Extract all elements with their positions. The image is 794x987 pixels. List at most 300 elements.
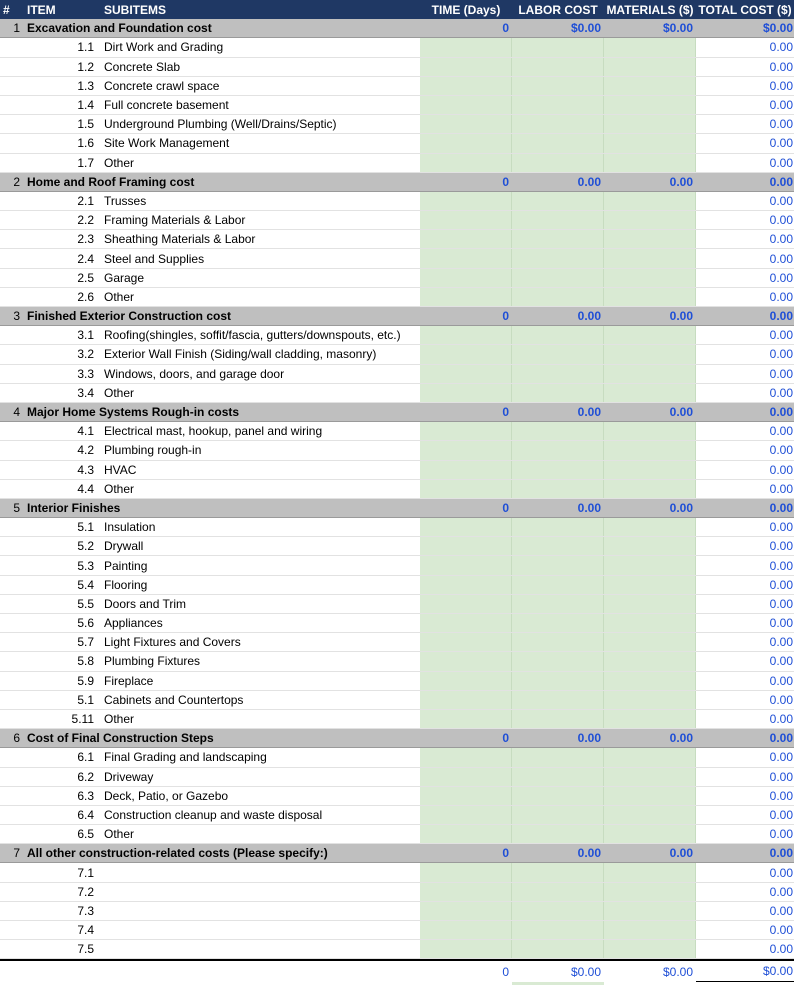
subitem-total-cost: 0.00 [769, 347, 793, 362]
subitem-number: 3.2 [77, 347, 94, 362]
subitem-label[interactable]: Underground Plumbing (Well/Drains/Septic) [104, 117, 337, 132]
subitem-number: 1.5 [77, 117, 94, 132]
subitem-number: 2.2 [77, 213, 94, 228]
subitem-materials-input[interactable] [604, 825, 696, 843]
subitem-label[interactable] [104, 902, 420, 920]
subitem-row [0, 806, 794, 825]
subitem-total-cost: 0.00 [769, 78, 793, 93]
subitem-row [0, 576, 794, 595]
subitem-total-cost: 0.00 [769, 712, 793, 727]
subitem-total-cost: 0.00 [769, 136, 793, 151]
subitem-row [0, 863, 794, 882]
subitem-total-cost: 0.00 [769, 596, 793, 611]
subitem-labor-input[interactable] [512, 806, 604, 824]
subitem-label[interactable]: Other [104, 289, 135, 304]
subitem-total-cost: 0.00 [769, 635, 793, 650]
subitem-total-cost: 0.00 [769, 750, 793, 765]
subitem-labor-input[interactable] [512, 115, 604, 133]
subitem-time-input[interactable] [420, 537, 512, 555]
subitem-materials-input[interactable] [604, 710, 696, 728]
section-labor-cost: 0.00 [512, 173, 604, 191]
subitem-labor-input[interactable] [512, 134, 604, 152]
subitem-row [0, 787, 794, 806]
subitem-total-cost: 0.00 [769, 424, 793, 439]
subitem-label[interactable]: Exterior Wall Finish (Siding/wall cladding, masonry) [104, 347, 377, 362]
subitem-label[interactable]: Framing Materials & Labor [104, 213, 246, 228]
subitem-time-input[interactable] [420, 288, 512, 306]
subitem-materials-input[interactable] [604, 249, 696, 267]
subitem-labor-input[interactable] [512, 537, 604, 555]
section-title: Home and Roof Framing cost [27, 174, 195, 189]
subitem-number: 5.4 [77, 577, 94, 592]
subitem-labor-input[interactable] [512, 825, 604, 843]
subitem-materials-input[interactable] [604, 863, 696, 881]
subitem-number: 2.4 [77, 251, 94, 266]
subitem-labor-input[interactable] [512, 326, 604, 344]
subitem-labor-input[interactable] [512, 365, 604, 383]
section-title: All other construction-related costs (Please specify:) [27, 846, 328, 861]
subitem-number: 6.4 [77, 807, 94, 822]
subitem-materials-input[interactable] [604, 134, 696, 152]
section-materials-cost: 0.00 [604, 403, 696, 421]
section-number: 2 [13, 174, 20, 189]
subitem-row [0, 269, 794, 288]
subitem-row [0, 902, 794, 921]
subitem-number: 2.5 [77, 270, 94, 285]
header-item: ITEM [27, 2, 56, 17]
header-total: TOTAL COST ($) [698, 2, 792, 17]
subitem-labor-input[interactable] [512, 461, 604, 479]
subitem-total-cost: 0.00 [769, 884, 793, 899]
subitem-label[interactable]: Dirt Work and Grading [104, 40, 224, 55]
header-time: TIME (Days) [431, 2, 501, 17]
subitem-label[interactable] [104, 921, 420, 939]
subitem-time-input[interactable] [420, 96, 512, 114]
subitem-number: 1.7 [77, 155, 94, 170]
subitem-number: 7.3 [77, 903, 94, 918]
subitem-total-cost: 0.00 [769, 155, 793, 170]
subitem-labor-input[interactable] [512, 441, 604, 459]
subitem-row [0, 192, 794, 211]
subitem-labor-input[interactable] [512, 211, 604, 229]
subitem-label[interactable]: Electrical mast, hookup, panel and wiring [104, 424, 323, 439]
subitem-total-cost: 0.00 [769, 328, 793, 343]
subitem-materials-input[interactable] [604, 902, 696, 920]
subitem-number: 4.2 [77, 443, 94, 458]
subitem-row [0, 134, 794, 153]
subitem-labor-input[interactable] [512, 556, 604, 574]
subitem-total-cost: 0.00 [769, 193, 793, 208]
subitem-materials-input[interactable] [604, 441, 696, 459]
subitem-time-input[interactable] [420, 384, 512, 402]
section-total-cost: 0.00 [696, 173, 794, 191]
subitem-number: 2.6 [77, 289, 94, 304]
subitem-label[interactable]: Painting [104, 558, 148, 573]
subitem-labor-input[interactable] [512, 652, 604, 670]
subitem-materials-input[interactable] [604, 192, 696, 210]
subitem-row [0, 614, 794, 633]
section-row [0, 307, 794, 326]
subitem-total-cost: 0.00 [769, 443, 793, 458]
subitem-time-input[interactable] [420, 768, 512, 786]
subitem-labor-input[interactable] [512, 576, 604, 594]
subitem-time-input[interactable] [420, 211, 512, 229]
subitem-row [0, 748, 794, 767]
subitem-total-cost: 0.00 [769, 213, 793, 228]
section-materials-cost: 0.00 [604, 173, 696, 191]
subitem-time-input[interactable] [420, 134, 512, 152]
subitem-number: 1.2 [77, 59, 94, 74]
subitem-total-cost: 0.00 [769, 385, 793, 400]
subitem-label[interactable]: Other [104, 712, 135, 727]
subitem-number: 2.1 [77, 193, 94, 208]
subitem-time-input[interactable] [420, 787, 512, 805]
subitem-total-cost: 0.00 [769, 481, 793, 496]
section-labor-cost: 0.00 [512, 729, 604, 747]
subitem-label[interactable]: HVAC [104, 462, 137, 477]
subitem-materials-input[interactable] [604, 384, 696, 402]
subitem-row [0, 422, 794, 441]
subitem-materials-input[interactable] [604, 480, 696, 498]
subitem-row [0, 230, 794, 249]
subitem-time-input[interactable] [420, 269, 512, 287]
subitem-labor-input[interactable] [512, 230, 604, 248]
subitem-labor-input[interactable] [512, 768, 604, 786]
section-row [0, 729, 794, 748]
subitem-label[interactable]: Windows, doors, and garage door [104, 366, 285, 381]
subitem-materials-input[interactable] [604, 556, 696, 574]
subitem-label[interactable]: Other [104, 827, 135, 842]
subitem-label[interactable]: Driveway [104, 769, 154, 784]
subitem-row [0, 211, 794, 230]
subitem-label[interactable]: Insulation [104, 520, 156, 535]
subitem-label[interactable]: Appliances [104, 616, 163, 631]
subitem-materials-input[interactable] [604, 595, 696, 613]
subitem-labor-input[interactable] [512, 691, 604, 709]
subitem-time-input[interactable] [420, 58, 512, 76]
subitem-materials-input[interactable] [604, 345, 696, 363]
subitem-label[interactable]: Full concrete basement [104, 98, 229, 113]
section-labor-cost: 0.00 [512, 403, 604, 421]
subitem-label[interactable]: Light Fixtures and Covers [104, 635, 241, 650]
subitem-materials-input[interactable] [604, 806, 696, 824]
labor-footer-band [512, 982, 604, 985]
section-time: 0 [420, 307, 512, 325]
subitem-materials-input[interactable] [604, 58, 696, 76]
grand-total-labor: $0.00 [570, 964, 601, 979]
subitem-label[interactable]: Other [104, 481, 135, 496]
subitem-materials-input[interactable] [604, 940, 696, 958]
subitem-number: 5.11 [71, 712, 94, 727]
subitem-time-input[interactable] [420, 710, 512, 728]
subitem-time-input[interactable] [420, 365, 512, 383]
subitem-row [0, 921, 794, 940]
subitem-materials-input[interactable] [604, 614, 696, 632]
section-time: 0 [420, 499, 512, 517]
section-time: 0 [420, 729, 512, 747]
subitem-materials-input[interactable] [604, 672, 696, 690]
section-total-cost: 0.00 [696, 844, 794, 862]
subitem-materials-input[interactable] [604, 461, 696, 479]
subitem-labor-input[interactable] [512, 921, 604, 939]
subitem-materials-input[interactable] [604, 633, 696, 651]
subitem-time-input[interactable] [420, 595, 512, 613]
subitem-label[interactable]: Roofing(shingles, soffit/fascia, gutters/downspouts, etc.) [104, 328, 401, 343]
subitem-total-cost: 0.00 [769, 577, 793, 592]
subitem-number: 5.9 [77, 673, 94, 688]
subitem-row [0, 249, 794, 268]
subitem-row [0, 38, 794, 57]
subitem-row [0, 441, 794, 460]
subitem-row [0, 825, 794, 844]
section-row [0, 499, 794, 518]
subitem-materials-input[interactable] [604, 288, 696, 306]
subitem-label[interactable]: Site Work Management [104, 136, 230, 151]
section-total-cost: $0.00 [696, 19, 794, 37]
subitem-label[interactable]: Final Grading and landscaping [104, 750, 267, 765]
subitem-time-input[interactable] [420, 326, 512, 344]
subitem-label[interactable]: Other [104, 155, 135, 170]
subitem-total-cost: 0.00 [769, 788, 793, 803]
subitem-row [0, 154, 794, 173]
subitem-time-input[interactable] [420, 691, 512, 709]
subitem-total-cost: 0.00 [769, 942, 793, 957]
subitem-row [0, 480, 794, 499]
subitem-materials-input[interactable] [604, 269, 696, 287]
subitem-number: 7.4 [77, 923, 94, 938]
subitem-time-input[interactable] [420, 672, 512, 690]
subitem-label[interactable]: Sheathing Materials & Labor [104, 232, 256, 247]
subitem-materials-input[interactable] [604, 365, 696, 383]
section-materials-cost: 0.00 [604, 499, 696, 517]
subitem-materials-input[interactable] [604, 326, 696, 344]
subitem-number: 6.2 [77, 769, 94, 784]
subitem-total-cost: 0.00 [769, 923, 793, 938]
subitem-time-input[interactable] [420, 77, 512, 95]
subitem-materials-input[interactable] [604, 518, 696, 536]
subitem-total-cost: 0.00 [769, 520, 793, 535]
subitem-labor-input[interactable] [512, 518, 604, 536]
subitem-time-input[interactable] [420, 614, 512, 632]
subitem-number: 1.1 [77, 40, 94, 55]
subitem-total-cost: 0.00 [769, 616, 793, 631]
subitem-materials-input[interactable] [604, 537, 696, 555]
subitem-number: 4.4 [77, 481, 94, 496]
subitem-time-input[interactable] [420, 576, 512, 594]
section-total-cost: 0.00 [696, 499, 794, 517]
section-time: 0 [420, 844, 512, 862]
subitem-labor-input[interactable] [512, 595, 604, 613]
section-number: 3 [13, 309, 20, 324]
subitem-time-input[interactable] [420, 461, 512, 479]
subitem-time-input[interactable] [420, 748, 512, 766]
subitem-time-input[interactable] [420, 902, 512, 920]
subitem-number: 1.3 [77, 78, 94, 93]
subitem-label[interactable]: Flooring [104, 577, 148, 592]
section-number: 5 [13, 500, 20, 515]
subitem-row [0, 672, 794, 691]
subitem-labor-input[interactable] [512, 902, 604, 920]
subitem-materials-input[interactable] [604, 652, 696, 670]
subitem-labor-input[interactable] [512, 883, 604, 901]
subitem-materials-input[interactable] [604, 230, 696, 248]
subitem-number: 4.1 [77, 424, 94, 439]
subitem-time-input[interactable] [420, 345, 512, 363]
subitem-label[interactable]: Plumbing Fixtures [104, 654, 201, 669]
subitem-materials-input[interactable] [604, 921, 696, 939]
subitem-labor-input[interactable] [512, 422, 604, 440]
subitem-time-input[interactable] [420, 921, 512, 939]
subitem-time-input[interactable] [420, 940, 512, 958]
subitem-label[interactable]: Other [104, 385, 135, 400]
subitem-time-input[interactable] [420, 192, 512, 210]
subitem-labor-input[interactable] [512, 77, 604, 95]
subitem-materials-input[interactable] [604, 787, 696, 805]
subitem-labor-input[interactable] [512, 384, 604, 402]
subitem-labor-input[interactable] [512, 288, 604, 306]
subitem-number: 6.3 [77, 788, 94, 803]
section-title: Finished Exterior Construction cost [27, 309, 232, 324]
subitem-total-cost: 0.00 [769, 865, 793, 880]
subitem-label[interactable] [104, 883, 420, 901]
subitem-number: 7.2 [77, 884, 94, 899]
subitem-label[interactable]: Garage [104, 270, 145, 285]
subitem-label[interactable]: Plumbing rough-in [104, 443, 202, 458]
subitem-labor-input[interactable] [512, 58, 604, 76]
subitem-labor-input[interactable] [512, 614, 604, 632]
subitem-row [0, 115, 794, 134]
subitem-materials-input[interactable] [604, 422, 696, 440]
section-labor-cost: 0.00 [512, 307, 604, 325]
section-row [0, 403, 794, 422]
subitem-materials-input[interactable] [604, 691, 696, 709]
subitem-row [0, 518, 794, 537]
table-header-row [0, 0, 794, 19]
subitem-time-input[interactable] [420, 883, 512, 901]
subitem-time-input[interactable] [420, 633, 512, 651]
subitem-label[interactable]: Doors and Trim [104, 596, 187, 611]
subitem-materials-input[interactable] [604, 154, 696, 172]
subitem-time-input[interactable] [420, 249, 512, 267]
subitem-time-input[interactable] [420, 154, 512, 172]
subitem-label[interactable]: Cabinets and Countertops [104, 692, 244, 707]
section-time: 0 [420, 19, 512, 37]
subitem-label[interactable]: Concrete crawl space [104, 78, 220, 93]
section-labor-cost: 0.00 [512, 499, 604, 517]
subitem-time-input[interactable] [420, 230, 512, 248]
subitem-number: 3.3 [77, 366, 94, 381]
subitem-label[interactable]: Concrete Slab [104, 59, 181, 74]
header-number: # [3, 2, 10, 17]
subitem-labor-input[interactable] [512, 154, 604, 172]
subitem-time-input[interactable] [420, 556, 512, 574]
subitem-materials-input[interactable] [604, 38, 696, 56]
subitem-label[interactable]: Deck, Patio, or Gazebo [104, 788, 229, 803]
subitem-total-cost: 0.00 [769, 903, 793, 918]
subitem-label[interactable] [104, 940, 420, 958]
section-number: 1 [13, 21, 20, 36]
subitem-label[interactable]: Fireplace [104, 673, 154, 688]
subitem-row [0, 883, 794, 902]
subitem-label[interactable]: Steel and Supplies [104, 251, 205, 266]
section-materials-cost: 0.00 [604, 307, 696, 325]
subitem-materials-input[interactable] [604, 748, 696, 766]
subitem-time-input[interactable] [420, 652, 512, 670]
subitem-labor-input[interactable] [512, 480, 604, 498]
section-materials-cost: 0.00 [604, 729, 696, 747]
section-materials-cost: 0.00 [604, 844, 696, 862]
subitem-time-input[interactable] [420, 518, 512, 536]
subitem-total-cost: 0.00 [769, 807, 793, 822]
subitem-labor-input[interactable] [512, 748, 604, 766]
subitem-materials-input[interactable] [604, 576, 696, 594]
section-title: Major Home Systems Rough-in costs [27, 405, 240, 420]
subitem-labor-input[interactable] [512, 672, 604, 690]
subitem-label[interactable]: Trusses [104, 193, 147, 208]
subitem-time-input[interactable] [420, 441, 512, 459]
subitem-labor-input[interactable] [512, 863, 604, 881]
subitem-total-cost: 0.00 [769, 462, 793, 477]
subitem-label[interactable]: Construction cleanup and waste disposal [104, 807, 323, 822]
subitem-materials-input[interactable] [604, 883, 696, 901]
subitem-total-cost: 0.00 [769, 558, 793, 573]
subitem-number: 5.5 [77, 596, 94, 611]
subitem-time-input[interactable] [420, 863, 512, 881]
section-row [0, 173, 794, 192]
subitem-label[interactable]: Drywall [104, 539, 144, 554]
subitem-total-cost: 0.00 [769, 539, 793, 554]
subitem-labor-input[interactable] [512, 787, 604, 805]
subitem-labor-input[interactable] [512, 345, 604, 363]
subitem-time-input[interactable] [420, 115, 512, 133]
subitem-time-input[interactable] [420, 480, 512, 498]
subitem-time-input[interactable] [420, 825, 512, 843]
subitem-total-cost: 0.00 [769, 692, 793, 707]
subitem-labor-input[interactable] [512, 192, 604, 210]
subitem-labor-input[interactable] [512, 38, 604, 56]
subitem-total-cost: 0.00 [769, 289, 793, 304]
subitem-labor-input[interactable] [512, 633, 604, 651]
grand-total-cost: $0.00 [696, 961, 794, 982]
subitem-row [0, 710, 794, 729]
subitem-label[interactable] [104, 863, 420, 881]
header-subitems: SUBITEMS [104, 2, 167, 17]
subitem-labor-input[interactable] [512, 269, 604, 287]
subitem-time-input[interactable] [420, 806, 512, 824]
subitem-materials-input[interactable] [604, 768, 696, 786]
subitem-labor-input[interactable] [512, 249, 604, 267]
subitem-materials-input[interactable] [604, 211, 696, 229]
subitem-materials-input[interactable] [604, 77, 696, 95]
subitem-time-input[interactable] [420, 422, 512, 440]
header-materials: MATERIALS ($) [606, 2, 694, 17]
subitem-number: 3.4 [77, 385, 94, 400]
section-labor-cost: 0.00 [512, 844, 604, 862]
subitem-row [0, 768, 794, 787]
subitem-labor-input[interactable] [512, 710, 604, 728]
section-number: 7 [13, 846, 20, 861]
section-number: 6 [13, 731, 20, 746]
subitem-materials-input[interactable] [604, 96, 696, 114]
subitem-materials-input[interactable] [604, 115, 696, 133]
subitem-labor-input[interactable] [512, 96, 604, 114]
subitem-labor-input[interactable] [512, 940, 604, 958]
subitem-total-cost: 0.00 [769, 654, 793, 669]
subitem-time-input[interactable] [420, 38, 512, 56]
section-total-cost: 0.00 [696, 729, 794, 747]
subitem-number: 5.6 [77, 616, 94, 631]
section-materials-cost: $0.00 [604, 19, 696, 37]
